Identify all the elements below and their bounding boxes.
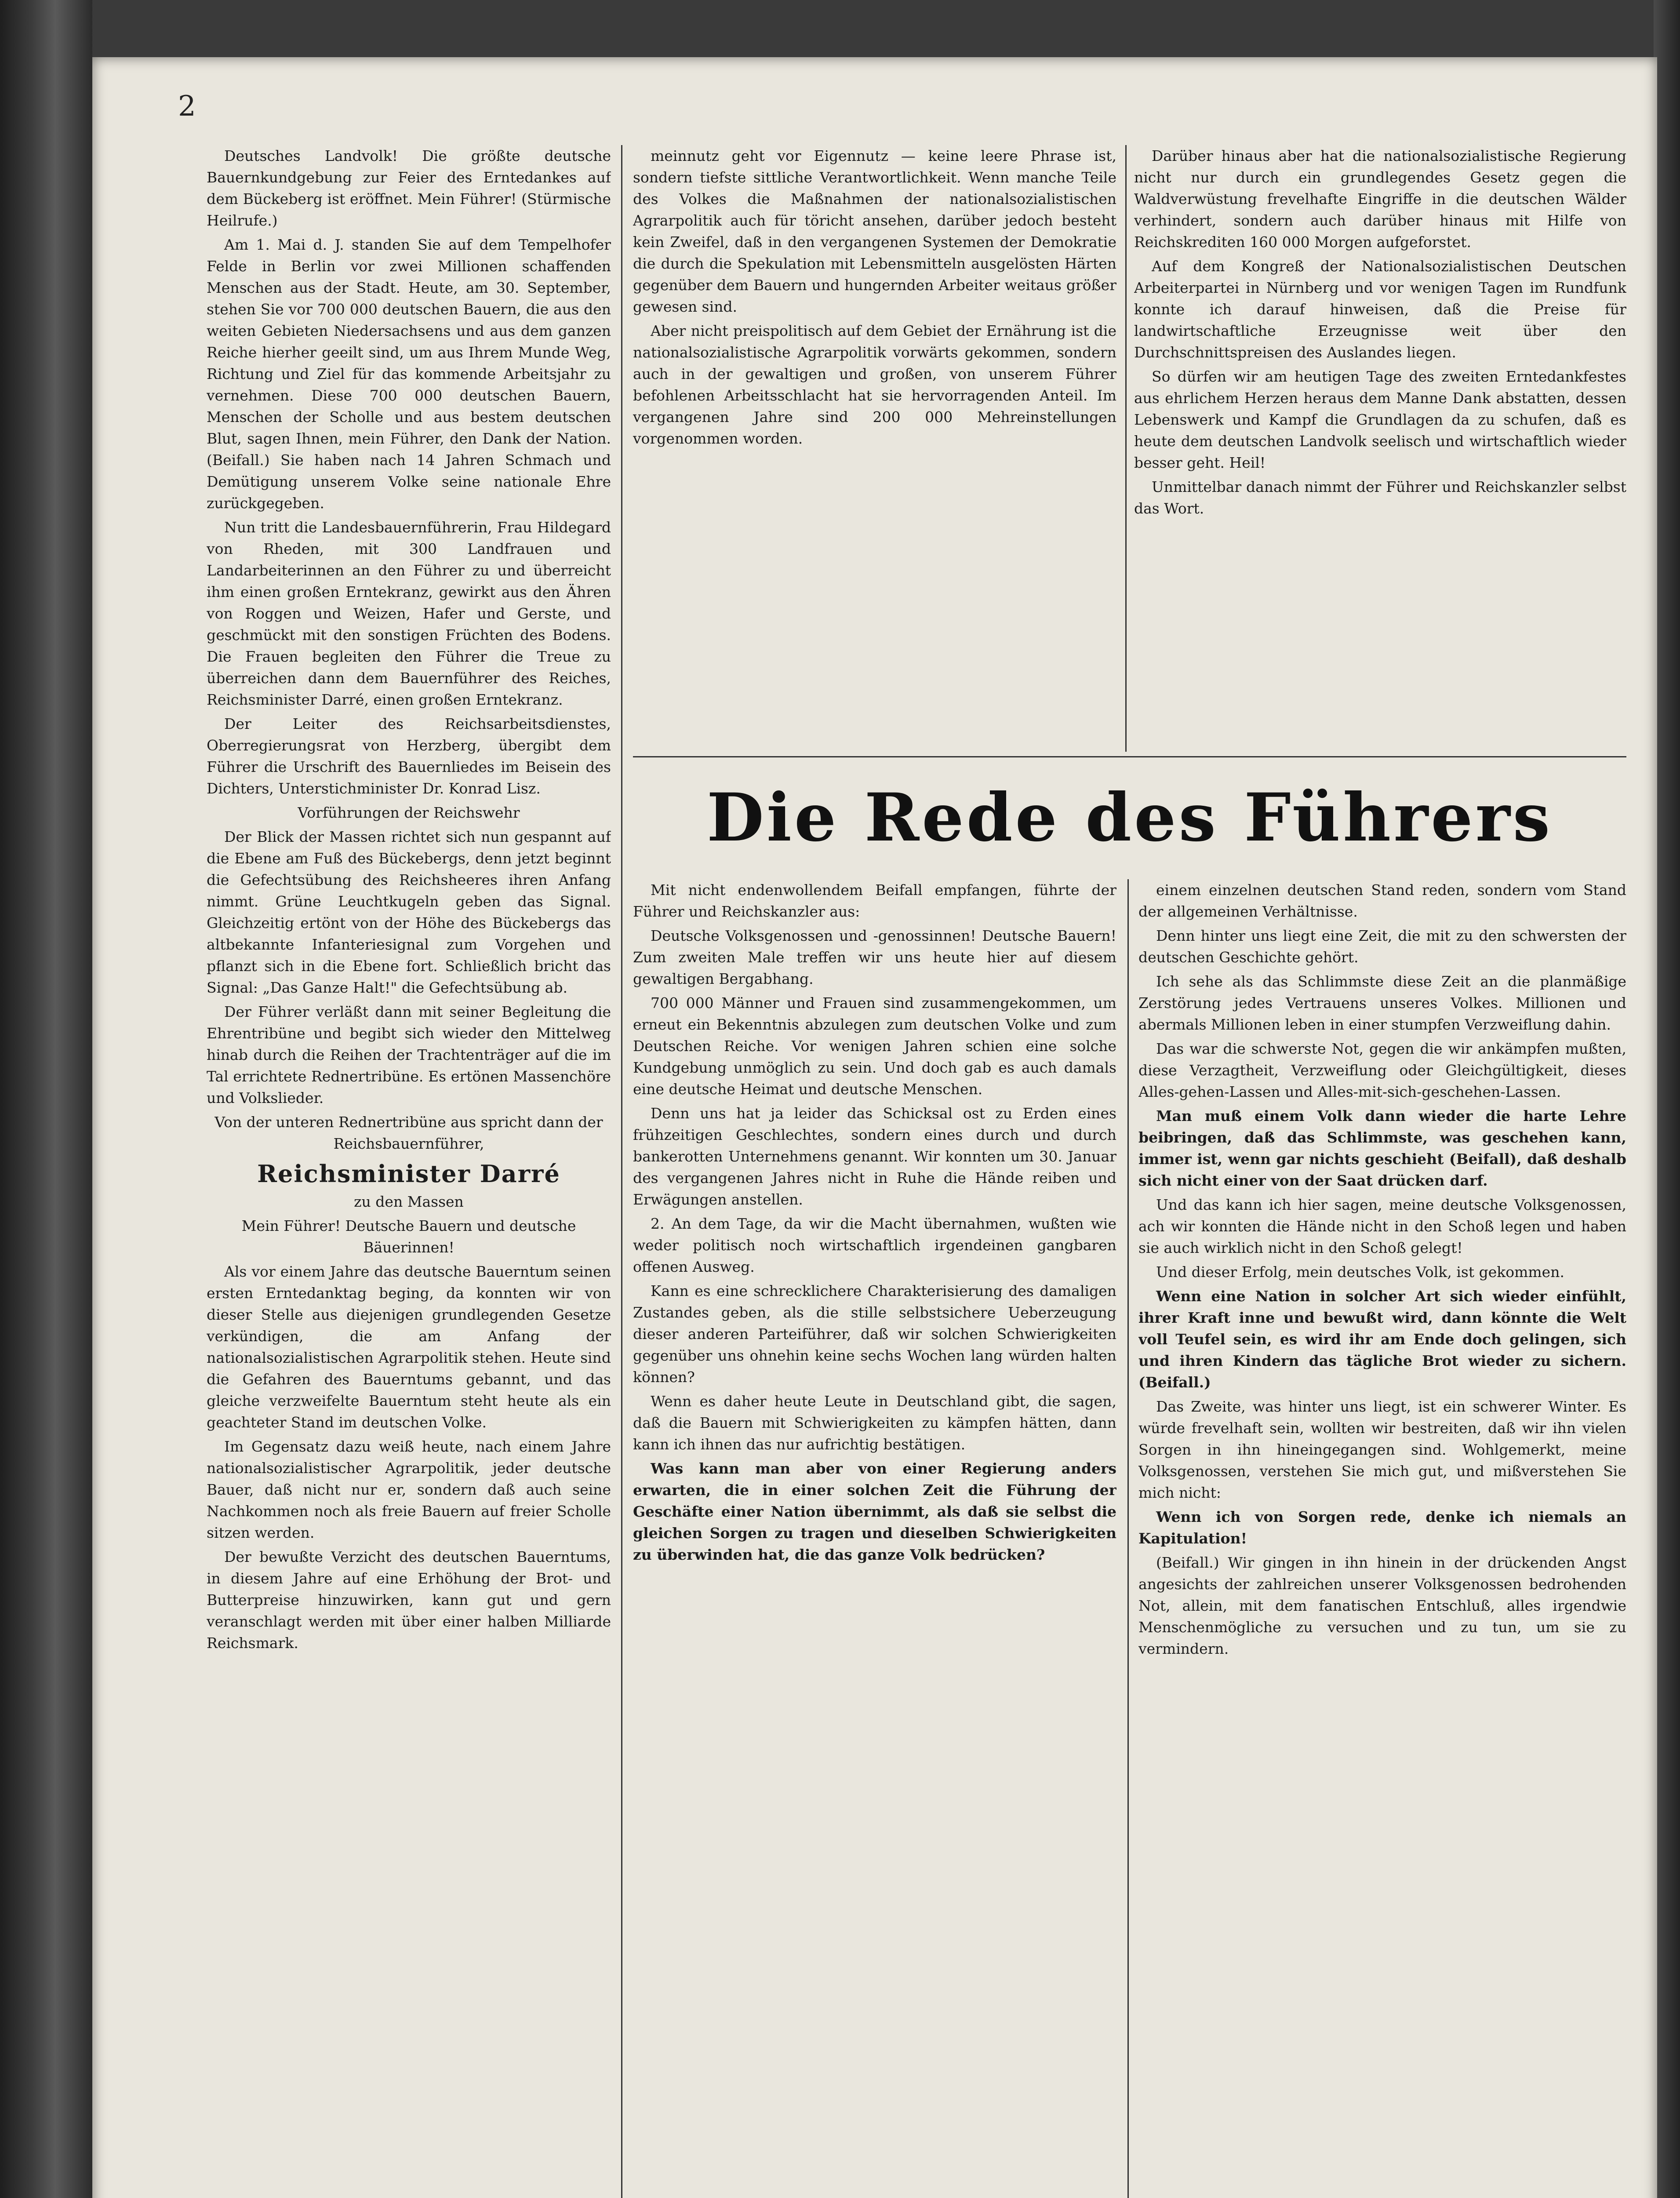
paragraph: Deutsche Volksgenossen und -genossinnen! Deutsche Bauern! Zum zweiten Male treffen wir uns heute hier auf diesem gewaltigen Bergabhang.	[633, 927, 1116, 987]
column-rule-2	[1125, 145, 1127, 752]
paragraph: Wenn es daher heute Leute in Deutschland gibt, die sagen, daß die Bauern mit Schwierigkeiten zu kämpfen hätten, dann kann ich ihnen das nur aufrichtig bestätigen.	[633, 1393, 1116, 1453]
paragraph: Unmittelbar danach nimmt der Führer und Reichskanzler selbst das Wort.	[1134, 478, 1626, 517]
paragraph: So dürfen wir am heutigen Tage des zweiten Erntedankfestes aus ehrlichem Herzen heraus dem Manne Dank abstatten, dessen Lebenswerk und Kampf die Grundlagen da zu schufen, daß es heute dem deutschen Landvolk seelisch und wirtschaftlich wieder besser geht. Heil!	[1134, 368, 1626, 471]
main-headline: Die Rede des Führers	[706, 779, 1553, 856]
speech-column-right	[1138, 879, 1626, 2198]
paragraph: einem einzelnen deutschen Stand reden, sondern vom Stand der allgemeinen Verhältnisse.	[1138, 881, 1626, 920]
paragraph: zu den Massen	[354, 1193, 464, 1210]
paragraph: Wenn ich von Sorgen rede, denke ich niemals an Kapitulation!	[1138, 1508, 1626, 1547]
paragraph: Der Leiter des Reichsarbeitsdienstes, Oberregierungsrat von Herzberg, übergibt dem Führer die Urschrift des Bauernliedes im Beisein des Dichters, Unterstichminister Dr. Konrad Lisz.	[207, 715, 611, 797]
paragraph: Nun tritt die Landesbauernführerin, Frau Hildegard von Rheden, mit 300 Landfrauen und Landarbeiterinnen an den Führer zu und überreicht ihm einen großen Erntekranz, gewirkt aus den Ähren von Roggen und Weizen, Hafer und Gerste, und geschmückt mit den sonstigen Früchten des Bodens. Die Frauen begleiten den Führer die Treue zu überreichen dann dem Bauernführer des Reiches, Reichsminister Darré, einen großen Erntekranz.	[207, 519, 611, 708]
paragraph: Wenn eine Nation in solcher Art sich wieder einfühlt, ihrer Kraft inne und bewußt wird, dann könnte die Welt voll Teufel sein, es wird ihr am Ende doch gelingen, sich und ihren Kindern das tägliche Brot wieder zu sichern. (Beifall.)	[1138, 1288, 1626, 1391]
paragraph: Man muß einem Volk dann wieder die harte Lehre beibringen, daß das Schlimmste, was geschehen kann, immer ist, wenn gar nichts geschieht (Beifall), daß deshalb sich nicht einer von der Saat drücken darf.	[1138, 1107, 1626, 1189]
subheading-reichswehr: Vorführungen der Reichswehr	[298, 804, 520, 821]
column-3	[1134, 145, 1626, 752]
paragraph: Der Blick der Massen richtet sich nun gespannt auf die Ebene am Fuß des Bückebergs, denn jetzt beginnt die Gefechtsübung des Reichsheeres ihren Anfang nimmt. Grüne Leuchtkugeln geben das Signal. Gleichzeitig ertönt von der Höhe des Bückebergs das altbekannte Infanteriesignal zum Vorgehen und pflanzt sich in die Ebene fort. Schließlich bricht das Signal: „Das Ganze Halt!" die Gefechtsübung ab.	[207, 828, 611, 996]
speech-column-left	[633, 879, 1116, 2198]
paragraph: Und das kann ich hier sagen, meine deutsche Volksgenossen, ach wir konnten die Hände nicht in den Schoß legen und haben sie auch wirklich nicht in den Schoß gelegt!	[1138, 1196, 1626, 1256]
paragraph: Am 1. Mai d. J. standen Sie auf dem Tempelhofer Felde in Berlin vor zwei Millionen schaffenden Menschen aus der Stadt. Heute, am 30. September, stehen Sie vor 700 000 deutschen Bauern, die aus den weiten Gebieten Niedersachsens und aus dem ganzen Reiche hierher geeilt sind, um aus Ihrem Munde Weg, Richtung und Ziel für das kommende Arbeitsjahr zu vernehmen. Diese 700 000 deutschen Bauern, Menschen der Scholle und aus bestem deutschen Blut, sagen Ihnen, mein Führer, den Dank der Nation. (Beifall.) Sie haben nach 14 Jahren Schmach und Demütigung unserem Volke seine nationale Ehre zurückgegeben.	[207, 236, 611, 512]
headline-rule	[633, 756, 1626, 757]
paragraph: 700 000 Männer und Frauen sind zusammengekommen, um erneut ein Bekenntnis abzulegen zum deutschen Volke und zum Deutschen Reiche. Vor wenigen Jahren schien eine solche Kundgebung unmöglich zu sein. Und doch gab es auch damals eine deutsche Heimat und deutsche Menschen.	[633, 994, 1116, 1098]
paragraph: Auf dem Kongreß der Nationalsozialistischen Deutschen Arbeiterpartei in Nürnberg und vor wenigen Tagen im Rundfunk konnte ich darauf hinweisen, daß die Preise für landwirtschaftliche Erzeugnisse weit über den Durchschnittspreisen des Auslandes liegen.	[1134, 258, 1626, 361]
paragraph: Von der unteren Rednertribüne aus spricht dann der Reichsbauernführer,	[215, 1114, 603, 1152]
paragraph: Kann es eine schrecklichere Charakterisierung des damaligen Zustandes geben, als die stille selbstsichere Ueberzeugung dieser anderen Parteiführer, daß wir solchen Schwierigkeiten gegenüber uns ohnehin keine sechs Wochen lang würden halten können?	[633, 1282, 1116, 1386]
paragraph: Im Gegensatz dazu weiß heute, nach einem Jahre nationalsozialistischer Agrarpolitik, jeder deutsche Bauer, daß nicht nur er, sondern daß auch seine Nachkommen noch als freie Bauern auf freier Scholle sitzen werden.	[207, 1438, 611, 1541]
paragraph: Aber nicht preispolitisch auf dem Gebiet der Ernährung ist die nationalsozialistische Agrarpolitik vorwärts gekommen, sondern auch in der gewaltigen und großen, von unserem Führer befohlenen Arbeitsschlacht hat sie hervorragenden Anteil. Im vergangenen Jahre sind 200 000 Mehreinstellungen vorgenommen worden.	[633, 322, 1116, 447]
column-2	[633, 145, 1116, 752]
paragraph: 2. An dem Tage, da wir die Macht übernahmen, wußten wie weder politisch noch wirtschaftlich irgendeinen gangbaren offenen Ausweg.	[633, 1215, 1116, 1275]
paragraph: Das war die schwerste Not, gegen die wir ankämpfen mußten, diese Verzagtheit, Verzweiflung oder Gleichgültigkeit, dieses Alles-gehen-Lassen und Alles-mit-sich-geschehen-Lassen.	[1138, 1040, 1626, 1100]
column-rule-1	[621, 145, 622, 2198]
paragraph: Mit nicht endenwollendem Beifall empfangen, führte der Führer und Reichskanzler aus:	[633, 881, 1116, 920]
paragraph: Denn hinter uns liegt eine Zeit, die mit zu den schwersten der deutschen Geschichte gehört.	[1138, 927, 1626, 966]
article-intro: Deutsches Landvolk! Die größte deutsche Bauernkundgebung zur Feier des Erntedankes auf dem Bückeberg ist eröffnet. Mein Führer! (Stürmische Heilrufe.)	[207, 147, 611, 229]
book-binding-right	[1654, 0, 1680, 2198]
paragraph: Das Zweite, was hinter uns liegt, ist ein schwerer Winter. Es würde frevelhaft sein, wollten wir bestreiten, daß wir ihn vielen Sorgen in ihn hineingegangen sind. Wohlgemerkt, meine Volksgenossen, verstehen Sie mich gut, und mißverstehen Sie mich nicht:	[1138, 1398, 1626, 1501]
column-1	[207, 145, 611, 2198]
paragraph: Der Führer verläßt dann mit seiner Begleitung die Ehrentribüne und begibt sich wieder den Mittelweg hinab durch die Reihen der Trachtenträger auf die im Tal errichtete Rednertribüne. Es ertönen Massenchöre und Volkslieder.	[207, 1003, 611, 1106]
paragraph: meinnutz geht vor Eigennutz — keine leere Phrase ist, sondern tiefste sittliche Verantwortlichkeit. Wenn manche Teile des Volkes die Maßnahmen der nationalsozialistischen Agrarpolitik auch für töricht ansehen, darüber jedoch besteht kein Zweifel, daß in den vergangenen Systemen der Demokratie die durch die Spekulation mit Lebensmitteln ausgelösten Härten gegenüber dem Bauern und hungernden Arbeiter weitaus größer gewesen sind.	[633, 147, 1116, 315]
paragraph: Und dieser Erfolg, mein deutsches Volk, ist gekommen.	[1156, 1263, 1564, 1281]
heading-darre: Reichsminister Darré	[257, 1160, 560, 1188]
book-binding-left	[0, 0, 92, 2198]
paragraph: Was kann man aber von einer Regierung anders erwarten, die in einer solchen Zeit die Führung der Geschäfte einer Nation übernimmt, als daß sie selbst die gleichen Sorgen zu tragen und dieselben Schwierigkeiten zu überwinden hat, die das ganze Volk bedrücken?	[633, 1460, 1116, 1563]
paragraph: (Beifall.) Wir gingen in ihn hinein in der drückenden Angst angesichts der zahlreichen unserer Volksgenossen bedrohenden Not, allein, mit dem fanatischen Entschluß, alles irgendwie Menschenmögliche zu versuchen und zu tun, um sie zu vermindern.	[1138, 1554, 1626, 1657]
paragraph: Der bewußte Verzicht des deutschen Bauerntums, in diesem Jahre auf eine Erhöhung der Brot- und Butterpreise hinzuwirken, kann gut und gern veranschlagt werden mit über einer halben Milliarde Reichsmark.	[207, 1548, 611, 1652]
paragraph: Mein Führer! Deutsche Bauern und deutsche Bäuerinnen!	[241, 1217, 576, 1256]
paragraph: Als vor einem Jahre das deutsche Bauerntum seinen ersten Erntedanktag beging, da konnten wir von dieser Stelle aus diejenigen grundlegenden Gesetze verkündigen, die am Anfang der nationalsozialistischen Agrarpolitik stehen. Heute sind die Gefahren des Bauerntums gebannt, und das gleiche verzweifelte Bauerntum steht heute als ein geachteter Stand im deutschen Volke.	[207, 1263, 611, 1431]
column-rule-3	[1127, 879, 1129, 2198]
paragraph: Denn uns hat ja leider das Schicksal ost zu Erden eines frühzeitigen Geschlechtes, sondern eines durch und durch bankerotten Unternehmens genannt. Wir konnten um 30. Januar des vergangenen Jahres nicht in Ruhe die Hände reiben und Erwägungen anstellen.	[633, 1105, 1116, 1208]
paragraph: Darüber hinaus aber hat die nationalsozialistische Regierung nicht nur durch ein grundlegendes Gesetz gegen die Waldverwüstung frevelhafte Eingriffe in die deutschen Wälder verhindert, sondern auch darüber hinaus mit Hilfe von Reichskrediten 160 000 Morgen aufgeforstet.	[1134, 147, 1626, 251]
page-number: 2	[178, 90, 196, 123]
paragraph: Ich sehe als das Schlimmste diese Zeit an die planmäßige Zerstörung jedes Vertrauens unseres Volkes. Millionen und abermals Millionen leben in einer stumpfen Verzweiflung dahin.	[1138, 973, 1626, 1033]
